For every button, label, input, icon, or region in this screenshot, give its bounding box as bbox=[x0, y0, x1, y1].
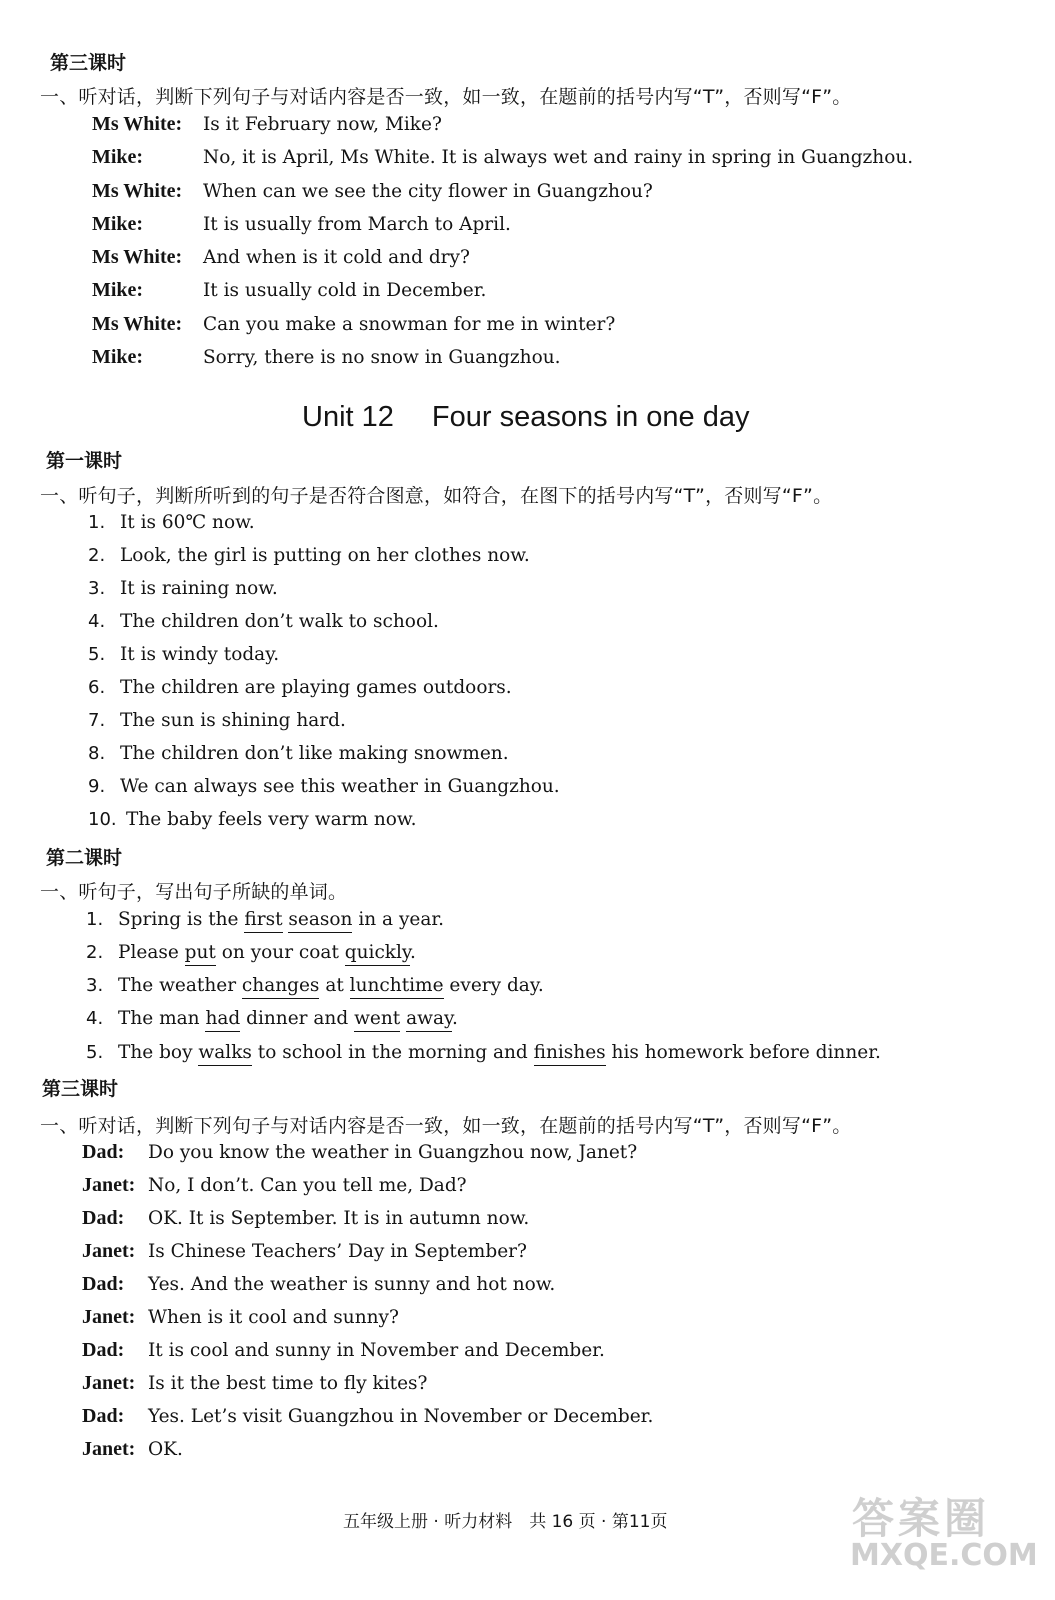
speaker: Mike: bbox=[92, 279, 144, 301]
sentence: Look, the girl is putting on her clothes now. bbox=[120, 545, 530, 566]
instruction: 一、听对话，判断下列句子与对话内容是否一致，如一致，在题前的括号内写“T”，否则写“F”。 bbox=[40, 1115, 852, 1137]
speaker: Janet: bbox=[82, 1174, 136, 1196]
item-number: 5. bbox=[88, 644, 106, 665]
answer-word: went bbox=[354, 1008, 400, 1032]
utterance: Do you know the weather in Guangzhou now, Janet? bbox=[148, 1142, 638, 1163]
utterance: No, it is April, Ms White. It is always wet and rainy in spring in Guangzhou. bbox=[203, 147, 914, 168]
answer-word: put bbox=[185, 942, 216, 966]
lesson-heading: 第二课时 bbox=[46, 847, 123, 869]
speaker: Ms White: bbox=[92, 113, 183, 135]
sentence: It is 60℃ now. bbox=[120, 512, 255, 533]
utterance: When is it cool and sunny? bbox=[148, 1307, 399, 1328]
dialogue-line bbox=[82, 1438, 183, 1461]
item-number: 1. bbox=[86, 909, 104, 930]
speaker: Janet: bbox=[82, 1306, 136, 1328]
speaker: Janet: bbox=[82, 1372, 136, 1394]
list-item bbox=[88, 644, 279, 665]
speaker: Mike: bbox=[92, 213, 144, 235]
list-item bbox=[88, 611, 439, 632]
item-number: 1. bbox=[88, 512, 106, 533]
sentence-text: . bbox=[451, 1008, 458, 1029]
speaker: Ms White: bbox=[92, 313, 183, 335]
dialogue-line bbox=[82, 1273, 555, 1296]
sentence: The children are playing games outdoors. bbox=[120, 677, 512, 698]
dialogue-line bbox=[82, 1339, 605, 1362]
sentence: The sun is shining hard. bbox=[120, 710, 346, 731]
item-number: 10. bbox=[88, 809, 117, 830]
page-footer: 五年级上册 · 听力材料 共 16 页 · 第11页 bbox=[343, 1512, 668, 1532]
item-number: 5. bbox=[86, 1042, 104, 1063]
speaker: Ms White: bbox=[92, 246, 183, 268]
dialogue-line bbox=[82, 1240, 527, 1263]
utterance: Sorry, there is no snow in Guangzhou. bbox=[203, 347, 561, 368]
sentence: We can always see this weather in Guangzhou. bbox=[120, 776, 560, 797]
speaker: Dad: bbox=[82, 1207, 125, 1229]
sentence-text: . bbox=[409, 942, 416, 963]
dialogue-line bbox=[82, 1405, 653, 1428]
item-number: 2. bbox=[88, 545, 106, 566]
lesson-heading: 第三课时 bbox=[50, 52, 127, 74]
list-item bbox=[86, 1042, 881, 1063]
speaker: Ms White: bbox=[92, 180, 183, 202]
speaker: Dad: bbox=[82, 1141, 125, 1163]
list-item bbox=[88, 776, 560, 797]
watermark-url: MXQE.COM bbox=[850, 1538, 1038, 1573]
utterance: Is it the best time to fly kites? bbox=[148, 1373, 428, 1394]
speaker: Mike: bbox=[92, 146, 144, 168]
list-item bbox=[88, 809, 416, 830]
speaker: Janet: bbox=[82, 1438, 136, 1460]
list-item bbox=[86, 909, 444, 930]
dialogue-line bbox=[92, 346, 561, 369]
sentence-text: The weather bbox=[118, 975, 242, 996]
utterance: No, I don’t. Can you tell me, Dad? bbox=[148, 1175, 467, 1196]
sentence-text: in a year. bbox=[352, 909, 445, 930]
sentence-text: his homework before dinner. bbox=[605, 1042, 881, 1063]
utterance: When can we see the city flower in Guangzhou? bbox=[203, 181, 653, 202]
dialogue-line bbox=[92, 313, 615, 336]
sentence-text: on your coat bbox=[215, 942, 345, 963]
item-number: 6. bbox=[88, 677, 106, 698]
answer-word: season bbox=[288, 909, 352, 933]
sentence-text: at bbox=[319, 975, 350, 996]
item-number: 2. bbox=[86, 942, 104, 963]
utterance: OK. It is September. It is in autumn now. bbox=[148, 1208, 530, 1229]
unit-name: Four seasons in one day bbox=[431, 401, 750, 433]
lesson-heading: 第三课时 bbox=[42, 1078, 119, 1100]
unit-title bbox=[302, 401, 749, 434]
answer-word: first bbox=[244, 909, 282, 933]
list-item bbox=[86, 942, 416, 963]
sentence-text: dinner and bbox=[240, 1008, 355, 1029]
sentence-text: Spring is the bbox=[118, 909, 245, 930]
speaker: Janet: bbox=[82, 1240, 136, 1262]
dialogue-line bbox=[82, 1372, 427, 1395]
answer-word: changes bbox=[242, 975, 320, 999]
list-item bbox=[88, 710, 346, 731]
utterance: Yes. And the weather is sunny and hot now. bbox=[148, 1274, 556, 1295]
utterance: Is Chinese Teachers’ Day in September? bbox=[148, 1241, 527, 1262]
lesson-heading: 第一课时 bbox=[46, 450, 123, 472]
list-item bbox=[88, 578, 278, 599]
watermark-logo: 答案圈 bbox=[852, 1494, 991, 1543]
utterance: It is cool and sunny in November and December. bbox=[148, 1340, 605, 1361]
utterance: And when is it cold and dry? bbox=[203, 247, 470, 268]
answer-word: finishes bbox=[534, 1042, 606, 1066]
item-number: 3. bbox=[88, 578, 106, 599]
dialogue-line bbox=[92, 279, 486, 302]
item-number: 9. bbox=[88, 776, 106, 797]
dialogue-line bbox=[92, 246, 470, 269]
answer-word: quickly bbox=[345, 942, 410, 966]
utterance: It is usually cold in December. bbox=[203, 280, 487, 301]
list-item bbox=[86, 975, 544, 996]
item-number: 8. bbox=[88, 743, 106, 764]
utterance: Is it February now, Mike? bbox=[203, 114, 442, 135]
answer-word: had bbox=[205, 1008, 240, 1032]
dialogue-line bbox=[92, 213, 511, 236]
item-number: 4. bbox=[88, 611, 106, 632]
utterance: Yes. Let’s visit Guangzhou in November or December. bbox=[148, 1406, 654, 1427]
answer-word: walks bbox=[198, 1042, 252, 1066]
sentence: The children don’t like making snowmen. bbox=[120, 743, 509, 764]
sentence: The children don’t walk to school. bbox=[120, 611, 439, 632]
answer-word: away bbox=[406, 1008, 452, 1032]
speaker: Dad: bbox=[82, 1405, 125, 1427]
item-number: 3. bbox=[86, 975, 104, 996]
dialogue-line bbox=[82, 1174, 467, 1197]
unit-number: Unit 12 bbox=[302, 401, 394, 433]
speaker: Dad: bbox=[82, 1273, 125, 1295]
list-item bbox=[88, 677, 512, 698]
list-item bbox=[88, 512, 255, 533]
instruction: 一、听句子，写出句子所缺的单词。 bbox=[40, 881, 348, 903]
speaker: Dad: bbox=[82, 1339, 125, 1361]
sentence-text: The man bbox=[118, 1008, 206, 1029]
sentence: It is windy today. bbox=[120, 644, 280, 665]
dialogue-line bbox=[92, 113, 442, 136]
dialogue-line bbox=[82, 1306, 399, 1329]
list-item bbox=[86, 1008, 458, 1029]
dialogue-line bbox=[82, 1141, 637, 1164]
list-item bbox=[88, 743, 509, 764]
utterance: OK. bbox=[148, 1439, 183, 1460]
sentence-text: The boy bbox=[118, 1042, 199, 1063]
answer-word: lunchtime bbox=[350, 975, 444, 999]
dialogue-line bbox=[92, 146, 913, 169]
instruction: 一、听句子，判断所听到的句子是否符合图意，如符合，在图下的括号内写“T”，否则写“F”。 bbox=[40, 485, 833, 507]
utterance: Can you make a snowman for me in winter? bbox=[203, 314, 616, 335]
sentence-text: to school in the morning and bbox=[251, 1042, 534, 1063]
item-number: 7. bbox=[88, 710, 106, 731]
sentence: It is raining now. bbox=[120, 578, 278, 599]
utterance: It is usually from March to April. bbox=[203, 214, 511, 235]
sentence-text: Please bbox=[118, 942, 185, 963]
dialogue-line bbox=[82, 1207, 529, 1230]
sentence-text: every day. bbox=[443, 975, 544, 996]
dialogue-line bbox=[92, 180, 653, 203]
item-number: 4. bbox=[86, 1008, 104, 1029]
instruction: 一、听对话，判断下列句子与对话内容是否一致，如一致，在题前的括号内写“T”，否则写“F”。 bbox=[40, 86, 852, 108]
speaker: Mike: bbox=[92, 346, 144, 368]
list-item bbox=[88, 545, 530, 566]
sentence: The baby feels very warm now. bbox=[126, 809, 417, 830]
